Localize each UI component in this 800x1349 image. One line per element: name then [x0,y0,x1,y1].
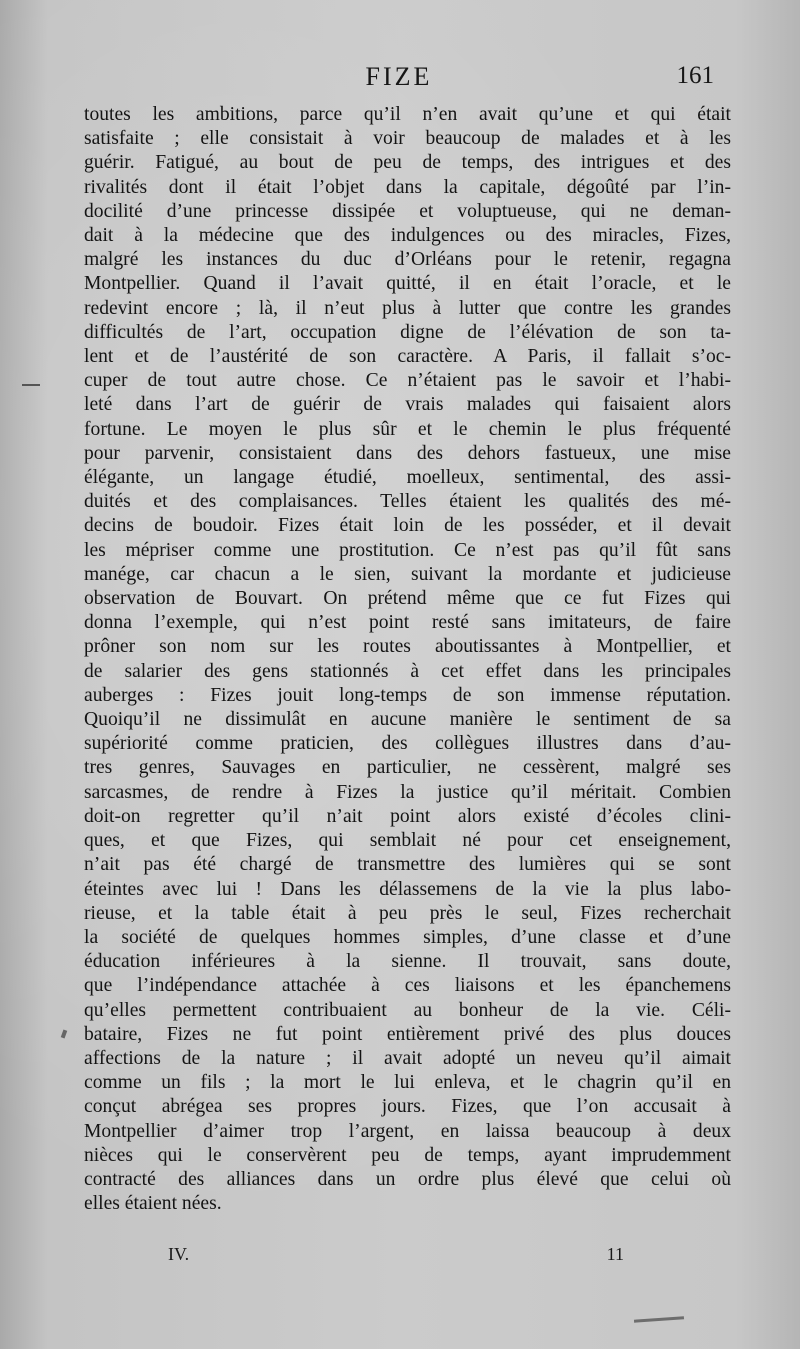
text-line: difficultés de l’art, occupation digne de l’élévation de son ta- [84,321,731,343]
text-line: affections de la nature ; il avait adopté un neveu qu’il aimait [84,1047,731,1069]
text-line: donna l’exemple, qui n’est point resté sans imitateurs, de faire [84,612,731,634]
text-line: Quoiqu’il ne dissimulât en aucune manière le sentiment de sa [84,709,731,731]
text-line: pour parvenir, consistaient dans des dehors fastueux, une mise [84,442,731,464]
text-line: manége, car chacun a le sien, suivant la mordante et judicieuse [84,563,731,585]
text-line: éteintes avec lui ! Dans les délassemens de la vie la plus labo- [84,878,731,900]
volume-signature: IV. [168,1244,190,1264]
text-line: rivalités dont il était l’objet dans la capitale, dégoûté par l’in- [84,176,731,198]
text-line: leté dans l’art de guérir de vrais malades qui faisaient alors [84,394,731,416]
text-line: Montpellier. Quand il l’avait quitté, il en était l’oracle, et le [84,273,731,295]
text-line: doit-on regretter qu’il n’ait point alors existé d’écoles clini- [84,805,731,827]
text-line: bataire, Fizes ne fut point entièrement privé des plus douces [84,1023,731,1045]
text-line: comme un fils ; la mort le lui enleva, et le chagrin qu’il en [84,1072,731,1094]
text-line: nièces qui le conservèrent peu de temps, ayant imprudemment [84,1144,731,1166]
text-line: éducation inférieures à la sienne. Il trouvait, sans doute, [84,951,731,973]
text-line: supériorité comme praticien, des collègues illustres dans d’au- [84,733,731,755]
margin-dash-mark [22,384,40,386]
text-line: qu’elles permettent contribuaient au bonheur de la vie. Céli- [84,999,731,1021]
page-header [84,62,714,96]
text-line: fortune. Le moyen le plus sûr et le chemin le plus fréquenté [84,418,731,440]
running-title: FIZE [365,62,433,91]
text-line: ques, et que Fizes, qui semblait né pour cet enseignement, [84,830,731,852]
page-number: 161 [676,62,714,89]
text-line: decins de boudoir. Fizes était loin de les posséder, et il devait [84,515,731,537]
text-line: duités et des complaisances. Telles étaient les qualités des mé- [84,491,731,513]
text-line: de salarier des gens stationnés à cet effet dans les principales [84,660,731,682]
sheet-signature: 11 [606,1244,624,1264]
text-line: sarcasmes, de rendre à Fizes la justice qu’il méritait. Combien [84,781,731,803]
text-line: tres genres, Sauvages en particulier, ne cessèrent, malgré ses [84,757,731,779]
margin-ink-mark [61,1030,67,1039]
text-line: malgré les instances du duc d’Orléans pour le retenir, regagna [84,249,731,271]
text-line: dait à la médecine que des indulgences ou des miracles, Fizes, [84,225,731,247]
bottom-scratch-mark [634,1316,684,1322]
text-line: prôner son nom sur les routes aboutissantes à Montpellier, et [84,636,731,658]
text-line: conçut abrégea ses propres jours. Fizes, que l’on accusait à [84,1096,731,1118]
text-line: les mépriser comme une prostitution. Ce n’est pas qu’il fût sans [84,539,731,561]
text-line: rieuse, et la table était à peu près le seul, Fizes recherchait [84,902,731,924]
text-line: toutes les ambitions, parce qu’il n’en avait qu’une et qui était [84,104,731,125]
text-line: Montpellier d’aimer trop l’argent, en laissa beaucoup à deux [84,1120,731,1142]
text-line: redevint encore ; là, il n’eut plus à lutter que contre les grandes [84,297,731,319]
text-line: guérir. Fatigué, au bout de peu de temps, des intrigues et des [84,152,731,174]
text-line: la société de quelques hommes simples, d’une classe et d’une [84,926,731,948]
text-line: satisfaite ; elle consistait à voir beaucoup de malades et à les [84,128,731,150]
text-line: docilité d’une princesse dissipée et voluptueuse, qui ne deman- [84,200,731,222]
text-line: cuper de tout autre chose. Ce n’étaient pas le savoir et l’habi- [84,370,731,392]
text-line: que l’indépendance attachée à ces liaisons et les épanchemens [84,975,731,997]
text-line: elles étaient nées. [84,1193,222,1215]
text-line: observation de Bouvart. On prétend même que ce fut Fizes qui [84,588,731,610]
text-line: contracté des alliances dans un ordre plus élevé que celui où [84,1168,731,1190]
text-line: auberges : Fizes jouit long-temps de son immense réputation. [84,684,731,706]
page-footer [84,1244,624,1268]
text-line: élégante, un langage étudié, moelleux, sentimental, des assi- [84,467,731,489]
text-line: n’ait pas été chargé de transmettre des lumières qui se sont [84,854,731,876]
text-line: lent et de l’austérité de son caractère. A Paris, il fallait s’oc- [84,346,731,368]
body-text [84,103,731,1216]
